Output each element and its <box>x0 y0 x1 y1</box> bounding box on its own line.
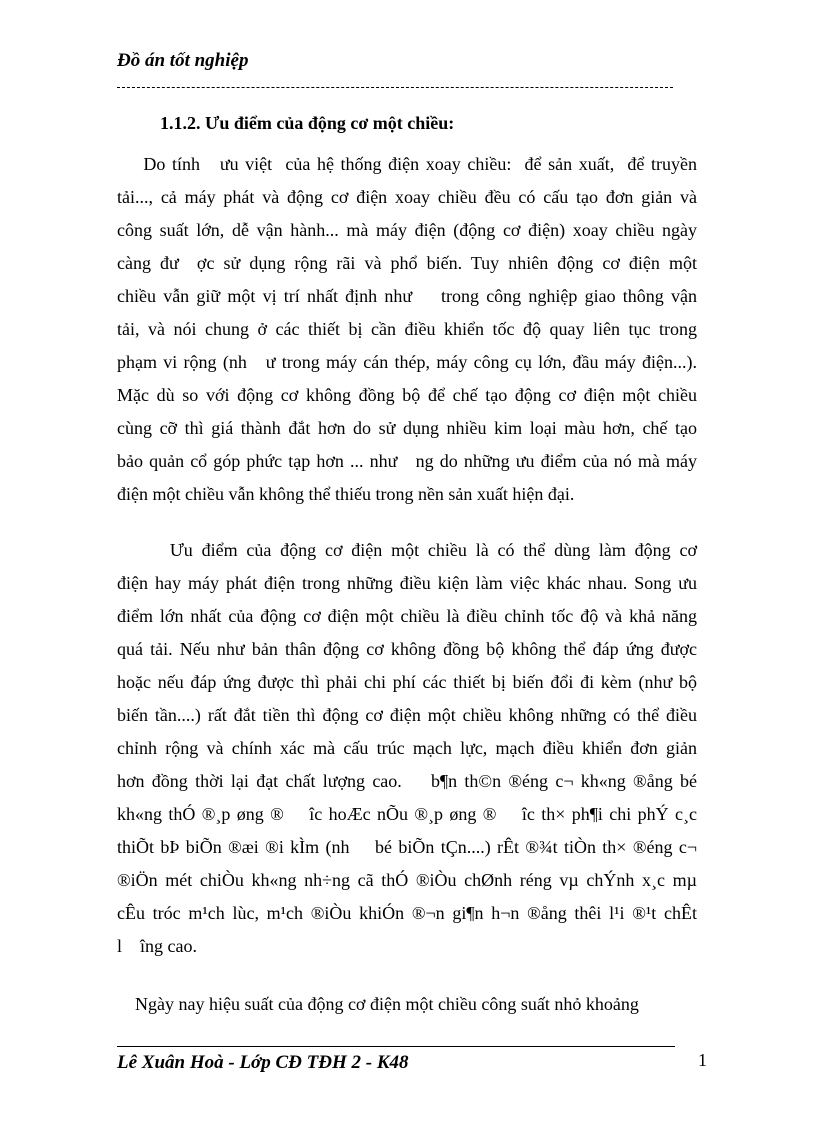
section-heading: 1.1.2. Ưu điểm của động cơ một chiều: <box>160 113 455 133</box>
text-line: điện một chiều vẫn không thể thiếu trong nền sản xuất hiện đại. <box>117 484 575 504</box>
text-line: hoặc nếu đáp ứng được thì phải chi phí các thiết bị biến đổi đi kèm (như bộ <box>117 672 697 692</box>
text-line: tải..., cả máy phát và động cơ điện xoay chiều đều có cấu tạo đơn giản và <box>117 187 697 207</box>
text-line: bảo quản cổ góp phức tạp hơn ... như ng do những ưu điểm của nó mà máy <box>117 451 697 471</box>
text-line: Do tính ưu việt của hệ thống điện xoay chiều: để sản xuất, để truyền <box>117 154 697 174</box>
text-line: biến tần....) rất đắt tiền thì động cơ điện một chiều không những có thể điều <box>117 705 697 725</box>
page-number: 1 <box>698 1050 707 1070</box>
text-line: điểm lớn nhất của động cơ điện một chiều là điều chỉnh tốc độ và khả năng <box>117 606 697 626</box>
text-line: tải, và nói chung ở các thiết bị cần điều khiển tốc độ quay liên tục trong <box>117 319 697 339</box>
text-line: phạm vi rộng (nh ư trong máy cán thép, máy công cụ lớn, đầu máy điện...). <box>117 352 697 372</box>
paragraph-1 <box>117 148 697 511</box>
text-line: Ngày nay hiệu suất của động cơ điện một chiều công suất nhỏ khoảng <box>117 994 639 1014</box>
text-line: chiều vẫn giữ một vị trí nhất định như trong công nghiệp giao thông vận <box>117 286 697 306</box>
text-line: điện hay máy phát điện trong những điều kiện làm việc khác nhau. Song ưu <box>117 573 697 593</box>
header-divider <box>117 87 673 88</box>
text-line: cùng cỡ thì giá thành đắt hơn do sử dụng nhiều kim loại màu hơn, chế tạo <box>117 418 697 438</box>
text-line: cÊu tróc m¹ch lùc, m¹ch ®iÒu khiÓn ®¬n gi¶n h¬n ®ång thêi l¹i ®¹t chÊt <box>117 903 697 923</box>
footer-author: Lê Xuân Hoà - Lớp CĐ TĐH 2 - K48 <box>117 1052 409 1073</box>
text-line: ®iÖn mét chiÒu kh«ng nh÷ng cã thÓ ®iÒu chØnh réng vµ chÝnh x¸c mµ <box>117 870 697 890</box>
footer-divider <box>117 1046 675 1047</box>
paragraph-3 <box>117 988 697 1021</box>
paragraph-2 <box>117 534 697 963</box>
text-line: Mặc dù so với động cơ không đồng bộ để chế tạo động cơ điện một chiều <box>117 385 697 405</box>
text-line: chỉnh rộng và chính xác mà cấu trúc mạch lực, mạch điều khiển đơn giản <box>117 738 697 758</box>
text-line: thiÕt bÞ biÕn ®æi ®i kÌm (nh bé biÕn tÇn....) rÊt ®¾t tiÒn th× ®éng c¬ <box>117 837 697 857</box>
text-line: quá tải. Nếu như bản thân động cơ không đồng bộ không thể đáp ứng được <box>117 639 697 659</box>
text-line: kh«ng thÓ ®¸p øng ® îc hoÆc nÕu ®¸p øng ® îc th× ph¶i chi phÝ c¸c <box>117 804 697 824</box>
text-line: càng đư ợc sử dụng rộng rãi và phổ biến. Tuy nhiên động cơ điện một <box>117 253 697 273</box>
text-line: l îng cao. <box>117 936 197 956</box>
text-line: công suất lớn, dễ vận hành... mà máy điện (động cơ điện) xoay chiều ngày <box>117 220 697 240</box>
header-title: Đồ án tốt nghiệp <box>117 50 249 71</box>
text-line: hơn đồng thời lại đạt chất lượng cao. b¶n th©n ®éng c¬ kh«ng ®ång bé <box>117 771 697 791</box>
text-line: Ưu điểm của động cơ điện một chiều là có thể dùng làm động cơ <box>117 540 697 560</box>
